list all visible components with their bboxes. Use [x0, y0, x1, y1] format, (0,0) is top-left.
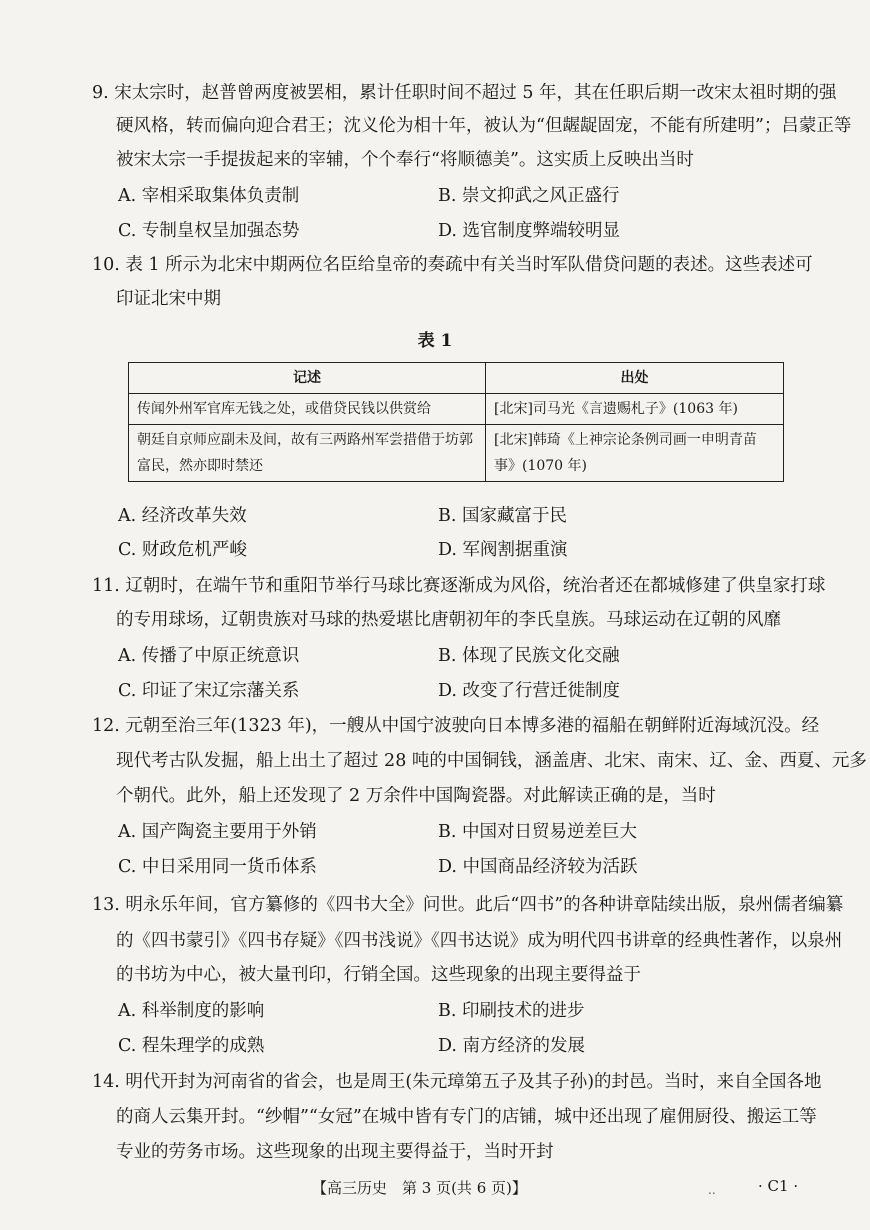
question-11-option-a[interactable]: A. 传播了中原正统意识 [118, 646, 300, 666]
table-1-caption: 表 1 [417, 331, 453, 351]
question-11-option-b[interactable]: B. 体现了民族文化交融 [438, 646, 620, 666]
table-row [129, 394, 784, 425]
question-11-option-d[interactable]: D. 改变了行营迁徙制度 [438, 681, 621, 701]
table-cell-record: 朝廷自京师应副未及间，故有三两路州军尝措借于坊郭富民，然亦即时禁还 [129, 425, 486, 482]
table-row [129, 425, 784, 482]
question-9-stem-line-2: 硬风格，转而偏向迎合君王；沈义伦为相十年，被认为“但龌龊固宠，不能有所建明”；吕蒙正等 [116, 116, 852, 136]
question-14-stem-line-1: 14. 明代开封为河南省的省会，也是周王(朱元璋第五子及其子孙)的封邑。当时，来自全国各地 [92, 1072, 822, 1092]
question-13-stem-line-3: 的书坊为中心，被大量刊印，行销全国。这些现象的出现主要得益于 [116, 965, 641, 985]
question-13-option-b[interactable]: B. 印刷技术的进步 [438, 1001, 585, 1021]
question-13-option-a[interactable]: A. 科举制度的影响 [118, 1001, 265, 1021]
table-header-row [129, 363, 784, 394]
question-12-stem-line-1: 12. 元朝至治三年(1323 年)，一艘从中国宁波驶向日本博多港的福船在朝鲜附近海域沉没。经 [92, 716, 820, 736]
question-9-option-d[interactable]: D. 选官制度弊端较明显 [438, 221, 621, 241]
question-10-stem-line-2: 印证北宋中期 [116, 289, 221, 309]
table-header-record: 记述 [129, 363, 486, 394]
question-11-stem-line-1: 11. 辽朝时，在端午节和重阳节举行马球比赛逐渐成为风俗，统治者还在都城修建了供皇家打球 [92, 576, 826, 596]
question-12-option-d[interactable]: D. 中国商品经济较为活跃 [438, 857, 638, 877]
question-12-option-b[interactable]: B. 中国对日贸易逆差巨大 [438, 822, 637, 842]
question-12-option-c[interactable]: C. 中日采用同一货币体系 [118, 857, 317, 877]
table-cell-record: 传闻外州军官库无钱之处，或借贷民钱以供赏给 [129, 394, 486, 425]
question-14-stem-line-3: 专业的劳务市场。这些现象的出现主要得益于，当时开封 [116, 1142, 554, 1162]
question-12-option-a[interactable]: A. 国产陶瓷主要用于外销 [118, 822, 317, 842]
table-cell-source: [北宋]韩琦《上神宗论条例司画一申明青苗事》(1070 年) [486, 425, 784, 482]
question-13-option-c[interactable]: C. 程朱理学的成熟 [118, 1036, 265, 1056]
question-9-option-b[interactable]: B. 崇文抑武之风正盛行 [438, 186, 620, 206]
question-9-option-c[interactable]: C. 专制皇权呈加强态势 [118, 221, 300, 241]
question-14-stem-line-2: 的商人云集开封。“纱帽”“女冠”在城中皆有专门的店铺，城中还出现了雇佣厨役、搬运工等 [116, 1107, 817, 1127]
question-9-stem-line-3: 被宋太宗一手提拔起来的宰辅，个个奉行“将顺德美”。这实质上反映出当时 [116, 150, 694, 170]
question-13-option-d[interactable]: D. 南方经济的发展 [438, 1036, 586, 1056]
question-10-option-a[interactable]: A. 经济改革失效 [118, 506, 247, 526]
question-10-option-d[interactable]: D. 军阀割据重演 [438, 540, 568, 560]
question-10-option-b[interactable]: B. 国家藏富于民 [438, 506, 567, 526]
page-footer-label: 【高三历史 第 3 页(共 6 页)】 [312, 1179, 527, 1197]
question-12-stem-line-3: 个朝代。此外，船上还发现了 2 万余件中国陶瓷器。对此解读正确的是，当时 [116, 786, 716, 806]
question-11-option-c[interactable]: C. 印证了宋辽宗藩关系 [118, 681, 300, 701]
table-1 [128, 362, 784, 482]
question-11-stem-line-2: 的专用球场，辽朝贵族对马球的热爱堪比唐朝初年的李氏皇族。马球运动在辽朝的风靡 [116, 610, 781, 630]
footer-mark: .. [708, 1183, 716, 1197]
table-cell-source: [北宋]司马光《言遗赐札子》(1063 年) [486, 394, 784, 425]
page-footer-code: · C1 · [758, 1177, 799, 1195]
question-10-stem-line-1: 10. 表 1 所示为北宋中期两位名臣给皇帝的奏疏中有关当时军队借贷问题的表述。这些表述可 [92, 255, 813, 275]
question-13-stem-line-2: 的《四书蒙引》《四书存疑》《四书浅说》《四书达说》成为明代四书讲章的经典性著作，以泉州 [116, 931, 843, 951]
question-10-option-c[interactable]: C. 财政危机严峻 [118, 540, 247, 560]
question-12-stem-line-2: 现代考古队发掘，船上出土了超过 28 吨的中国铜钱，涵盖唐、北宋、南宋、辽、金、西夏、元多 [116, 751, 867, 771]
table-header-source: 出处 [486, 363, 784, 394]
question-9-stem-line-1: 9. 宋太宗时，赵普曾两度被罢相，累计任职时间不超过 5 年，其在任职后期一改宋太祖时期的强 [92, 83, 837, 103]
question-9-option-a[interactable]: A. 宰相采取集体负责制 [118, 186, 300, 206]
question-13-stem-line-1: 13. 明永乐年间，官方纂修的《四书大全》问世。此后“四书”的各种讲章陆续出版，泉州儒者编纂 [92, 895, 844, 915]
